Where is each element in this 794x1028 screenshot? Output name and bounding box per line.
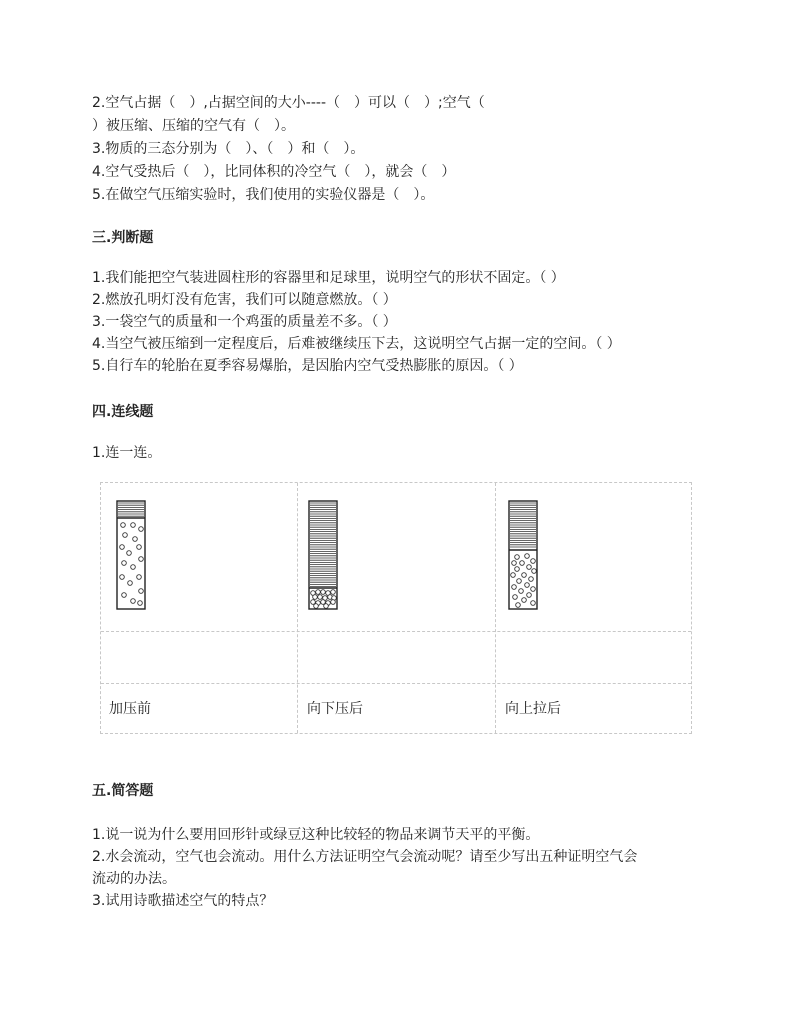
short-answer-item-2: 2.水会流动，空气也会流动。用什么方法证明空气会流动呢？请至少写出五种证明空气会	[92, 849, 638, 865]
air-particle	[139, 557, 144, 562]
air-particle	[513, 595, 518, 600]
air-particle	[139, 527, 144, 532]
air-particle	[512, 561, 517, 566]
air-particle	[127, 551, 132, 556]
matching-table	[100, 482, 692, 734]
air-particle	[519, 589, 524, 594]
air-particle	[316, 590, 321, 595]
label-pulled-up: 向上拉后	[505, 701, 561, 717]
judgement-item-1: 1.我们能把空气装进圆柱形的容器里和足球里，说明空气的形状不固定。（ ）	[92, 270, 565, 286]
table-divider	[101, 683, 691, 684]
air-particle	[131, 523, 136, 528]
air-particle	[122, 593, 127, 598]
syringe-pressed-down	[307, 499, 341, 613]
piston	[510, 503, 536, 547]
label-before-pressing: 加压前	[109, 701, 151, 717]
air-particle	[529, 577, 534, 582]
air-particle	[520, 561, 525, 566]
section-title-short-answer: 五.简答题	[92, 783, 154, 799]
fill-line-2b: ）被压缩、压缩的空气有（ ）。	[92, 118, 295, 134]
piston	[118, 503, 144, 516]
air-particle	[133, 537, 138, 542]
air-particle	[531, 559, 536, 564]
air-particle	[314, 604, 319, 609]
air-particle	[531, 587, 536, 592]
air-particle	[527, 565, 532, 570]
air-particle	[331, 600, 336, 605]
judgement-item-4: 4.当空气被压缩到一定程度后，后难被继续压下去，这说明空气占据一定的空间。（ ）	[92, 336, 621, 352]
air-particle	[532, 569, 537, 574]
air-particle	[515, 555, 520, 560]
air-particle	[138, 601, 143, 606]
short-answer-item-1: 1.说一说为什么要用回形针或绿豆这种比较轻的物品来调节天平的平衡。	[92, 827, 540, 843]
air-particle	[121, 523, 126, 528]
air-particle	[137, 575, 142, 580]
air-particle	[139, 589, 144, 594]
air-particle	[531, 601, 536, 606]
air-particle	[318, 595, 323, 600]
table-divider	[101, 631, 691, 632]
air-particle	[120, 545, 125, 550]
judgement-item-2: 2.燃放孔明灯没有危害，我们可以随意燃放。（ ）	[92, 292, 397, 308]
air-particle	[128, 581, 133, 586]
air-particle	[522, 573, 527, 578]
air-particle	[515, 567, 520, 572]
fill-line-4: 4.空气受热后（ ），比同体积的冷空气（ ），就会（ ）	[92, 164, 456, 180]
air-particle	[321, 590, 326, 595]
air-particle	[522, 598, 527, 603]
air-particle	[516, 603, 521, 608]
air-particle	[313, 595, 318, 600]
air-particle	[131, 599, 136, 604]
matching-prompt: 1.连一连。	[92, 445, 162, 461]
air-particle	[137, 545, 142, 550]
air-particle	[123, 533, 128, 538]
air-particle	[122, 561, 127, 566]
air-particle	[527, 593, 532, 598]
fill-line-5: 5.在做空气压缩实验时，我们使用的实验仪器是（ ）。	[92, 187, 435, 203]
judgement-item-5: 5.自行车的轮胎在夏季容易爆胎，是因胎内空气受热膨胀的原因。（ ）	[92, 358, 523, 374]
air-particle	[512, 585, 517, 590]
air-particle	[120, 575, 125, 580]
air-particle	[511, 573, 516, 578]
fill-line-3: 3.物质的三态分别为（ ）、（ ）和（ ）。	[92, 141, 365, 157]
label-pressed-down: 向下压后	[307, 701, 363, 717]
air-particle	[131, 565, 136, 570]
section-title-matching: 四.连线题	[92, 404, 154, 420]
table-divider	[297, 483, 298, 733]
air-particle	[321, 600, 326, 605]
air-particle	[525, 554, 530, 559]
short-answer-item-3: 3.试用诗歌描述空气的特点？	[92, 893, 274, 909]
air-particle	[331, 590, 336, 595]
short-answer-item-2-cont: 流动的办法。	[92, 871, 176, 887]
judgement-item-3: 3.一袋空气的质量和一个鸡蛋的质量差不多。（ ）	[92, 314, 397, 330]
air-particle	[525, 583, 530, 588]
syringe-pulled-up	[507, 499, 541, 613]
table-divider	[495, 483, 496, 733]
syringe-before-pressing	[115, 499, 149, 613]
section-title-judgement: 三.判断题	[92, 230, 154, 246]
fill-line-2a: 2.空气占据（ ）,占据空间的大小----（ ）可以（ ）;空气（	[92, 95, 485, 111]
air-particle	[324, 604, 329, 609]
air-particle	[517, 579, 522, 584]
air-particle	[311, 600, 316, 605]
